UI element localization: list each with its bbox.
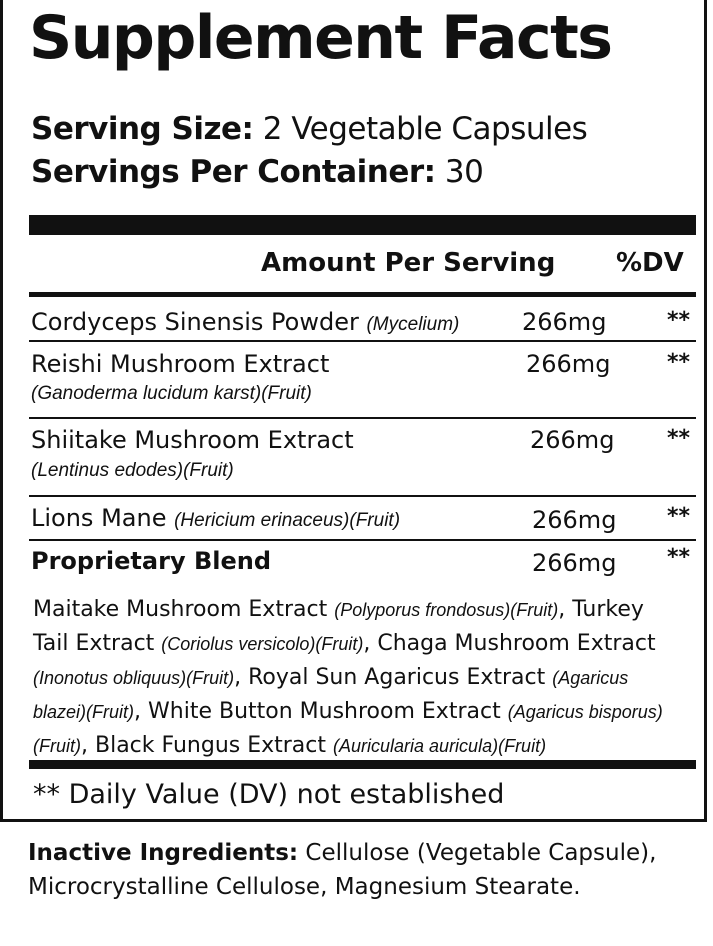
ingredient-dv: ** [667, 350, 691, 375]
blend-item-source: (Polyporus frondosus)(Fruit) [334, 600, 559, 620]
blend-item-name: White Button Mushroom Extract [148, 699, 501, 724]
serving-size [31, 111, 588, 147]
row-divider [29, 539, 696, 541]
proprietary-blend-list: Maitake Mushroom Extract (Polyporus frondosus)(Fruit), Turkey Tail Extract (Coriolus versicolo)(Fruit), Chaga Mushroom Extract (Inonotus obliquus)(Fruit), Royal Sun Agaricus Extract (Agaricus blazei)(Fruit), White Button Mushroom Extract (Agaricus bisporus)(Fruit), Black Fungus Extract (Auricularia auricula)(Fruit) [33, 597, 663, 758]
ingredient-amount: 266mg [532, 506, 617, 534]
blend-item-name: Chaga Mushroom Extract [377, 631, 656, 656]
proprietary-blend-label: Proprietary Blend [31, 547, 271, 575]
ingredient-dv: ** [667, 426, 691, 451]
blend-item-source: (Coriolus versicolo)(Fruit) [161, 634, 364, 654]
blend-item-source: (Auricularia auricula)(Fruit) [333, 736, 547, 756]
ingredient-amount: 266mg [526, 350, 611, 378]
ingredient-source: (Mycelium) [366, 314, 460, 335]
ingredient-label: Shiitake Mushroom Extract [31, 426, 354, 454]
blend-item-name: Black Fungus Extract [95, 733, 327, 758]
ingredient-label: Cordyceps Sinensis Powder [31, 308, 359, 336]
amount-per-serving-header: Amount Per Serving [261, 248, 556, 278]
inactive-ingredients [28, 836, 708, 904]
ingredient-source: (Hericium erinaceus)(Fruit) [174, 510, 401, 531]
servings-per-container-label: Servings Per Container: [31, 154, 436, 190]
serving-size-label: Serving Size: [31, 111, 254, 147]
ingredient-dv: ** [667, 545, 691, 570]
panel-title: Supplement Facts [29, 3, 612, 73]
blend-item-source: (Inonotus obliquus)(Fruit) [33, 668, 235, 688]
ingredient-amount: 266mg [532, 549, 617, 577]
row-divider [29, 495, 696, 497]
daily-value-footnote: ** Daily Value (DV) not established [33, 779, 505, 810]
ingredient-dv: ** [667, 504, 691, 529]
ingredient-amount: 266mg [522, 308, 607, 336]
thick-bottom-divider [29, 760, 696, 769]
ingredient-label: Reishi Mushroom Extract [31, 350, 330, 378]
ingredient-amount: 266mg [530, 426, 615, 454]
thick-divider [29, 215, 696, 235]
serving-size-value: 2 Vegetable Capsules [253, 111, 588, 147]
dv-header: %DV [616, 248, 684, 278]
blend-item-name: Royal Sun Agaricus Extract [248, 665, 546, 690]
ingredient-label: Lions Mane [31, 504, 167, 532]
inactive-ingredients-value: Cellulose (Vegetable Capsule), Microcrystalline Cellulose, Magnesium Stearate. [28, 840, 657, 900]
inactive-ingredients-label: Inactive Ingredients: [28, 840, 299, 866]
blend-item-name: Maitake Mushroom Extract [33, 597, 328, 622]
blend-item-source: (Agaricus blazei)(Fruit) [33, 668, 629, 722]
ingredient-name [31, 310, 459, 334]
ingredient-source: (Lentinus edodes)(Fruit) [31, 460, 234, 481]
blend-item-name: Turkey Tail Extract [33, 597, 644, 656]
header-divider [29, 292, 696, 297]
row-divider [29, 340, 696, 342]
ingredient-source: (Ganoderma lucidum karst)(Fruit) [31, 383, 312, 404]
blend-item-source: (Agaricus bisporus)(Fruit) [33, 702, 663, 756]
servings-per-container [31, 154, 484, 190]
row-divider [29, 417, 696, 419]
servings-per-container-value: 30 [435, 154, 484, 190]
ingredient-name [31, 506, 400, 530]
ingredient-dv: ** [667, 308, 691, 333]
